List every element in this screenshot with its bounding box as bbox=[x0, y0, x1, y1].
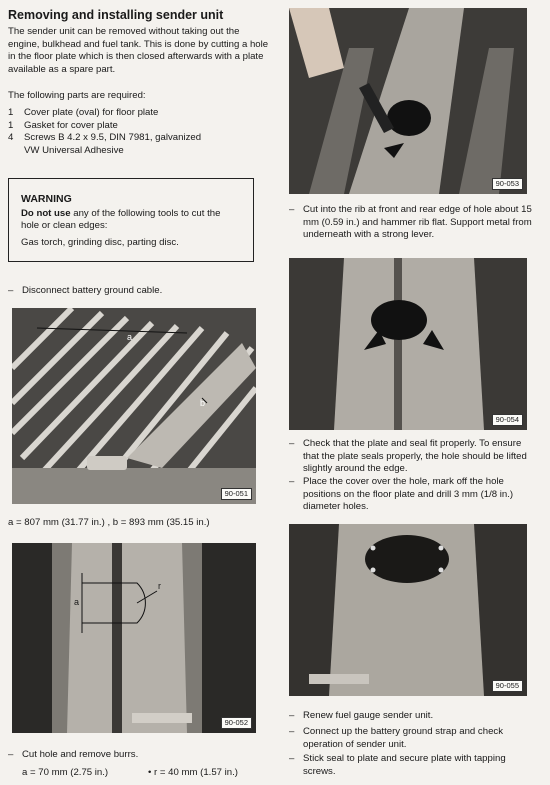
parts-item bbox=[8, 107, 270, 120]
parts-qty bbox=[8, 145, 24, 158]
floor-plate-illustration bbox=[12, 308, 256, 504]
intro-paragraph: The sender unit can be removed without taking out the engine, bulkhead and fuel tank. This is done by cutting a hole in the floor plate which is then closed afterwards with a plate available as a spare part. bbox=[8, 26, 269, 75]
parts-text: VW Universal Adhesive bbox=[24, 144, 124, 156]
dim-label-a: a bbox=[127, 332, 133, 342]
dash: – bbox=[289, 710, 295, 721]
dims-floor-plate: a = 807 mm (31.77 in.) , b = 893 mm (35.15 in.) bbox=[8, 517, 210, 528]
dash: – bbox=[289, 726, 295, 737]
step-check bbox=[289, 438, 534, 476]
figure-code: 90-052 bbox=[221, 717, 252, 729]
step-cut bbox=[8, 749, 270, 762]
parts-item bbox=[8, 145, 270, 158]
step-rib bbox=[289, 204, 534, 242]
parts-qty: 1 bbox=[8, 119, 14, 131]
dash: – bbox=[8, 285, 14, 296]
parts-label: The following parts are required: bbox=[8, 90, 146, 101]
parts-list bbox=[8, 107, 270, 157]
parts-qty: 1 bbox=[8, 107, 14, 118]
step-place bbox=[289, 476, 534, 514]
step-text: Connect up the battery ground strap and check operation of sender unit. bbox=[303, 726, 503, 750]
figure-code: 90-051 bbox=[221, 488, 252, 500]
dim-label-r: r bbox=[158, 581, 161, 591]
parts-text: Screws B 4.2 x 9.5, DIN 7981, galvanized bbox=[24, 132, 202, 143]
warning-title: WARNING bbox=[21, 193, 72, 205]
figure-code: 90-054 bbox=[492, 414, 523, 426]
warning-text bbox=[21, 208, 241, 233]
dash: – bbox=[8, 749, 14, 760]
figure-cut-hole bbox=[12, 543, 256, 733]
dash: – bbox=[289, 204, 295, 215]
dims-hole-r-text: r = 40 mm (1.57 in.) bbox=[154, 767, 239, 778]
warning-body: any of the following tools to cut the hole or clean edges: bbox=[21, 207, 221, 231]
step-seal bbox=[289, 753, 534, 778]
parts-text: Gasket for cover plate bbox=[24, 119, 118, 131]
step-text: Check that the plate and seal fit properly. To ensure that the plate seals properly, the hole should be lifted slightly around the edge. bbox=[303, 438, 527, 474]
dims-hole-r bbox=[148, 767, 238, 778]
step-text: Renew fuel gauge sender unit. bbox=[303, 710, 434, 721]
parts-text: Cover plate (oval) for floor plate bbox=[24, 107, 159, 118]
rib-cut-illustration bbox=[289, 8, 527, 194]
step-disconnect bbox=[8, 285, 270, 298]
figure-hole-check bbox=[289, 258, 527, 430]
step-text: Place the cover over the hole, mark off the hole positions on the floor plate and drill 3 mm (1/8 in.) diameter holes. bbox=[303, 476, 514, 512]
figure-rib-cut bbox=[289, 8, 527, 194]
parts-item bbox=[8, 120, 270, 133]
parts-qty: 4 bbox=[8, 132, 14, 143]
step-text: Cut into the rib at front and rear edge of hole about 15 mm (0.59 in.) and hammer rib flat. Support metal from underneath with a strong lever. bbox=[303, 204, 532, 240]
hole-check-illustration bbox=[289, 258, 527, 430]
dim-label-a: a bbox=[74, 597, 80, 607]
parts-item bbox=[8, 132, 270, 145]
figure-cover-plate bbox=[289, 524, 527, 696]
step-text: Stick seal to plate and secure plate with tapping screws. bbox=[303, 753, 506, 777]
warning-bold: Do not use bbox=[21, 207, 71, 219]
figure-floor-plate bbox=[12, 308, 256, 504]
dash: – bbox=[289, 438, 295, 449]
warning-box bbox=[8, 178, 254, 262]
dim-label-b: b bbox=[200, 398, 206, 408]
figure-code: 90-055 bbox=[492, 680, 523, 692]
warning-tools: Gas torch, grinding disc, parting disc. bbox=[21, 236, 179, 248]
step-text: Disconnect battery ground cable. bbox=[22, 285, 163, 296]
figure-code: 90-053 bbox=[492, 178, 523, 190]
step-text: Cut hole and remove burrs. bbox=[22, 749, 139, 760]
bullet: • bbox=[148, 767, 152, 778]
page-title: Removing and installing sender unit bbox=[8, 8, 224, 22]
dims-hole-a: a = 70 mm (2.75 in.) bbox=[22, 767, 109, 778]
cut-hole-illustration bbox=[12, 543, 256, 733]
dash: – bbox=[289, 476, 295, 487]
dash: – bbox=[289, 753, 295, 764]
step-connect bbox=[289, 726, 534, 751]
step-renew bbox=[289, 710, 534, 723]
cover-plate-illustration bbox=[289, 524, 527, 696]
